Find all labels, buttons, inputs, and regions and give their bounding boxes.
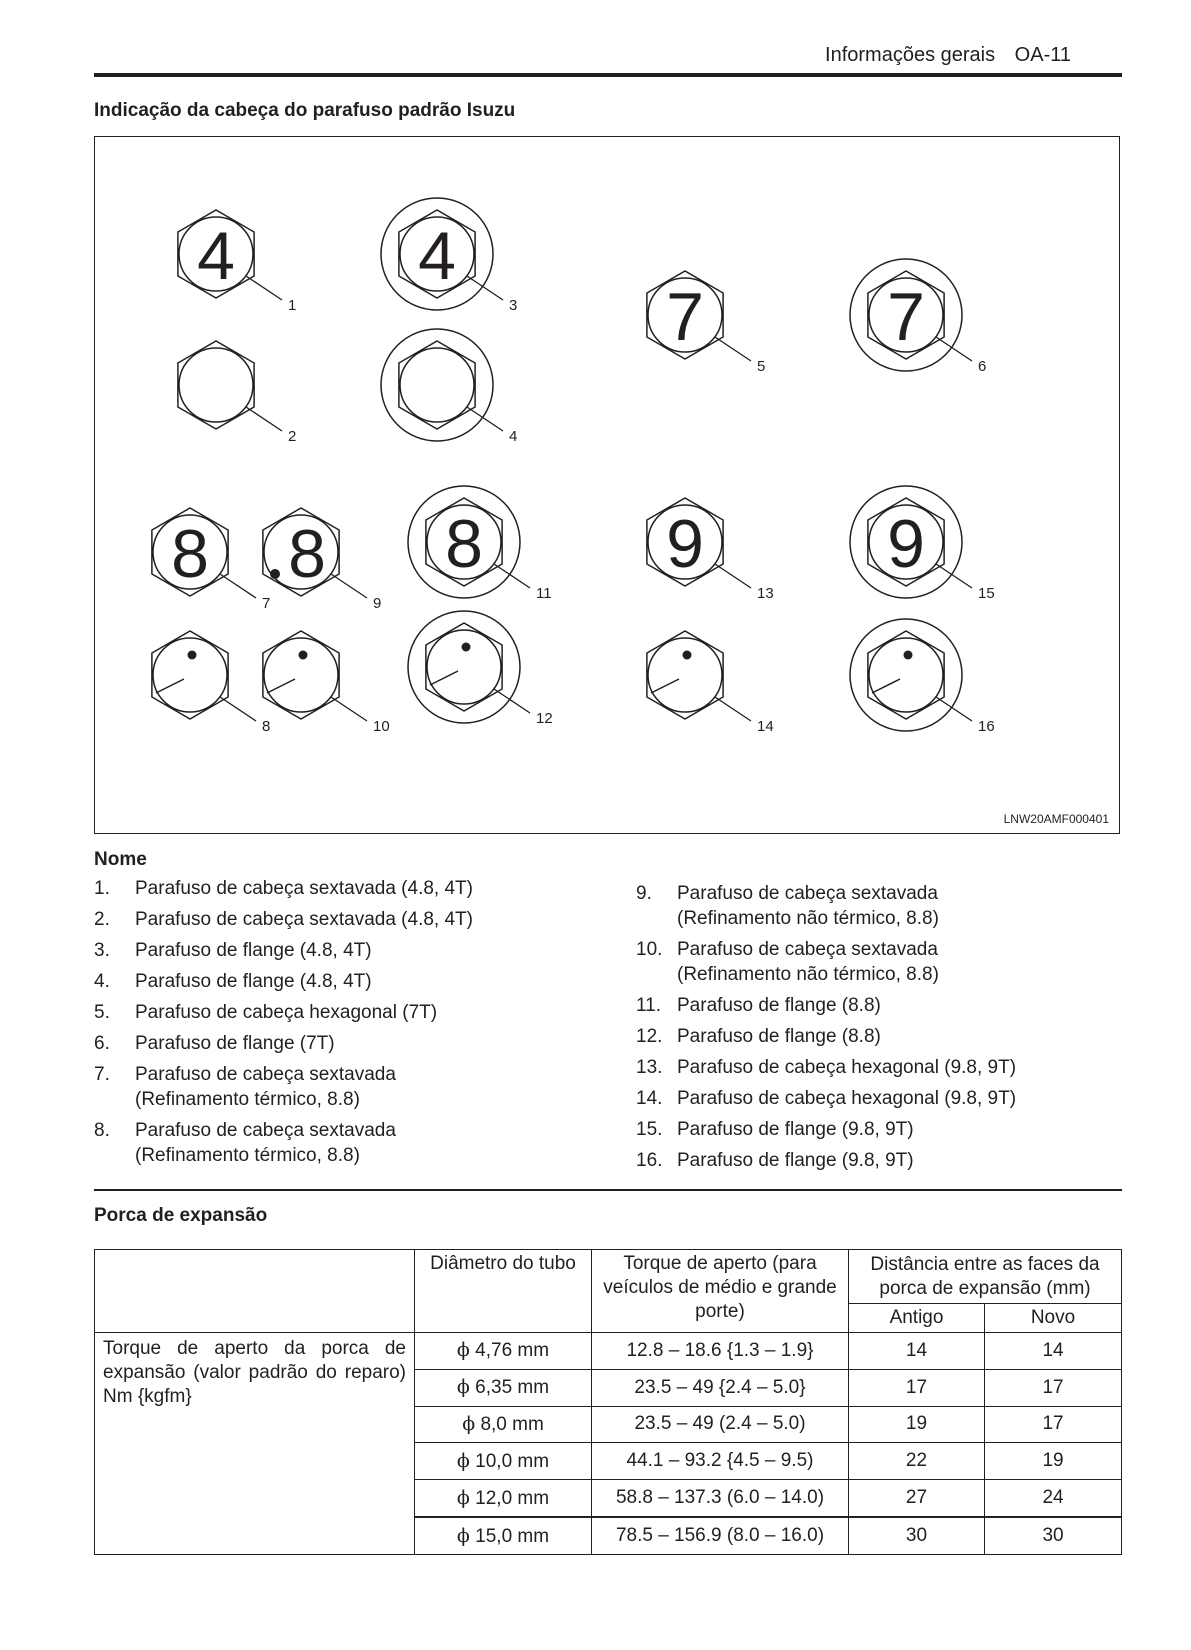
bolt-head-16 xyxy=(850,619,995,735)
bolt-head-5 xyxy=(647,271,765,375)
old-cell: 22 xyxy=(849,1443,985,1480)
callout-11: 11 xyxy=(536,585,552,602)
leader-line xyxy=(936,337,972,361)
hex-outline xyxy=(868,631,944,719)
marking-dot xyxy=(462,643,471,652)
new-cell: 19 xyxy=(985,1443,1122,1480)
callout-12: 12 xyxy=(536,710,553,727)
torque-cell: 58.8 – 137.3 (6.0 – 14.0) xyxy=(592,1480,849,1517)
callout-16: 16 xyxy=(978,718,995,735)
diameter-cell: ϕ 4,76 mm xyxy=(415,1333,592,1370)
list-item: 1. Parafuso de cabeça sextavada (4.8, 4T) xyxy=(94,878,473,899)
callout-15: 15 xyxy=(978,585,995,602)
figure-title: Indicação da cabeça do parafuso padrão Isuzu xyxy=(94,100,516,121)
callout-9: 9 xyxy=(373,595,382,612)
hex-outline xyxy=(647,631,723,719)
callout-3: 3 xyxy=(509,297,518,314)
figure-code: LNW20AMF000401 xyxy=(1003,812,1109,826)
list-item: 4. Parafuso de flange (4.8, 4T) xyxy=(94,971,372,992)
leader-line xyxy=(246,276,282,300)
list-item: 14. Parafuso de cabeça hexagonal (9.8, 9T) xyxy=(636,1088,1017,1109)
leader-line xyxy=(715,697,751,721)
new-cell: 17 xyxy=(985,1406,1122,1443)
marking-dot xyxy=(270,569,280,579)
old-cell: 17 xyxy=(849,1369,985,1406)
callout-10: 10 xyxy=(373,718,390,735)
marking-dot xyxy=(299,651,308,660)
head-marking: 7 xyxy=(887,279,925,355)
table-corner-cell xyxy=(95,1250,415,1333)
section-name: Informações gerais xyxy=(825,44,996,66)
leader-line xyxy=(220,697,256,721)
leader-line xyxy=(246,407,282,431)
callout-1: 1 xyxy=(288,297,297,314)
bolt-head-12 xyxy=(408,611,553,727)
header-torque: Torque de aperto (para veículos de médio e grande porte) xyxy=(592,1250,849,1333)
hex-outline xyxy=(152,631,228,719)
old-cell: 27 xyxy=(849,1480,985,1517)
callout-2: 2 xyxy=(288,428,297,445)
diameter-cell: ϕ 12,0 mm xyxy=(415,1480,592,1517)
list-item: 2. Parafuso de cabeça sextavada (4.8, 4T) xyxy=(94,909,473,930)
flange-outline xyxy=(381,329,493,441)
names-list-left xyxy=(94,876,564,1174)
marking-line xyxy=(651,679,679,693)
bolt-illustration xyxy=(95,137,1118,832)
bolt-head-2 xyxy=(178,341,296,445)
diameter-cell: ϕ 10,0 mm xyxy=(415,1443,592,1480)
marking-line xyxy=(267,679,295,693)
callout-8: 8 xyxy=(262,718,271,735)
head-marking: 4 xyxy=(197,218,235,294)
leader-line xyxy=(331,697,367,721)
list-item: 3. Parafuso de flange (4.8, 4T) xyxy=(94,940,372,961)
head-marking: 7 xyxy=(666,279,704,355)
head-circle xyxy=(400,348,474,422)
leader-line xyxy=(331,574,367,598)
marking-line xyxy=(430,671,458,685)
head-circle xyxy=(427,630,501,704)
header-old: Antigo xyxy=(849,1304,985,1333)
list-item: 6. Parafuso de flange (7T) xyxy=(94,1033,335,1054)
old-cell: 14 xyxy=(849,1333,985,1370)
head-marking: 4 xyxy=(418,218,456,294)
old-cell: 19 xyxy=(849,1406,985,1443)
head-circle xyxy=(153,638,227,712)
head-circle xyxy=(264,638,338,712)
list-item: 5. Parafuso de cabeça hexagonal (7T) xyxy=(94,1002,438,1023)
bolt-head-7 xyxy=(152,508,270,612)
bolt-head-9 xyxy=(263,508,381,612)
leader-line xyxy=(467,276,503,300)
list-item: 13. Parafuso de cabeça hexagonal (9.8, 9T) xyxy=(636,1057,1017,1078)
hex-outline xyxy=(263,631,339,719)
leader-line xyxy=(715,337,751,361)
callout-7: 7 xyxy=(262,595,271,612)
callout-5: 5 xyxy=(757,358,766,375)
flange-outline xyxy=(850,619,962,731)
old-cell: 30 xyxy=(849,1517,985,1554)
diameter-cell: ϕ 8,0 mm xyxy=(415,1406,592,1443)
leader-line xyxy=(936,564,972,588)
marking-dot xyxy=(904,651,913,660)
torque-cell: 78.5 – 156.9 (8.0 – 16.0) xyxy=(592,1517,849,1554)
leader-line xyxy=(715,564,751,588)
names-list-right xyxy=(636,881,1116,1179)
bolt-figure xyxy=(94,136,1120,834)
leader-line xyxy=(220,574,256,598)
list-item: 9. Parafuso de cabeça sextavada (Refinamento não térmico, 8.8) xyxy=(636,883,939,929)
new-cell: 14 xyxy=(985,1333,1122,1370)
new-cell: 24 xyxy=(985,1480,1122,1517)
expansion-title: Porca de expansão xyxy=(94,1205,268,1226)
callout-13: 13 xyxy=(757,585,774,602)
callout-6: 6 xyxy=(978,358,987,375)
head-marking: 8 xyxy=(171,516,209,592)
torque-cell: 23.5 – 49 {2.4 – 5.0} xyxy=(592,1369,849,1406)
head-marking: 8 xyxy=(288,516,326,592)
head-circle xyxy=(869,638,943,712)
leader-line xyxy=(936,697,972,721)
list-item: 10. Parafuso de cabeça sextavada (Refinamento não térmico, 8.8) xyxy=(636,939,939,985)
callout-14: 14 xyxy=(757,718,774,735)
header-rule xyxy=(94,73,1122,77)
head-circle xyxy=(648,638,722,712)
page-number: OA-11 xyxy=(1014,44,1071,66)
hex-outline xyxy=(426,623,502,711)
torque-cell: 23.5 – 49 (2.4 – 5.0) xyxy=(592,1406,849,1443)
bolt-head-8 xyxy=(152,631,270,735)
marking-line xyxy=(156,679,184,693)
list-item: 12. Parafuso de flange (8.8) xyxy=(636,1026,881,1047)
header-diameter: Diâmetro do tubo xyxy=(415,1250,592,1333)
page-header xyxy=(811,44,1071,67)
flange-outline xyxy=(408,611,520,723)
leader-line xyxy=(467,407,503,431)
bolt-head-11 xyxy=(408,486,552,602)
diameter-cell: ϕ 15,0 mm xyxy=(415,1517,592,1554)
bolt-head-3 xyxy=(381,198,517,314)
bolt-head-4 xyxy=(381,329,517,445)
list-item: 16. Parafuso de flange (9.8, 9T) xyxy=(636,1150,914,1171)
torque-cell: 12.8 – 18.6 {1.3 – 1.9} xyxy=(592,1333,849,1370)
bolt-head-6 xyxy=(850,259,986,375)
header-distance: Distância entre as faces da porca de expansão (mm) xyxy=(849,1250,1122,1304)
list-item: 7. Parafuso de cabeça sextavada (Refinamento térmico, 8.8) xyxy=(94,1064,396,1110)
names-title: Nome xyxy=(94,849,147,870)
head-marking: 9 xyxy=(666,506,704,582)
hex-outline xyxy=(178,341,254,429)
head-marking: 8 xyxy=(445,506,483,582)
list-item: 15. Parafuso de flange (9.8, 9T) xyxy=(636,1119,914,1140)
new-cell: 30 xyxy=(985,1517,1122,1554)
bolt-head-13 xyxy=(647,498,774,602)
marking-dot xyxy=(683,651,692,660)
list-item: 8. Parafuso de cabeça sextavada (Refinamento térmico, 8.8) xyxy=(94,1120,396,1166)
bolt-head-10 xyxy=(263,631,390,735)
row-label: Torque de aperto da porca de expansão (valor padrão do reparo) Nm {kgfm} xyxy=(95,1333,415,1555)
leader-line xyxy=(494,689,530,713)
leader-line xyxy=(494,564,530,588)
bolt-head-14 xyxy=(647,631,774,735)
list-item: 11. Parafuso de flange (8.8) xyxy=(636,995,881,1016)
head-marking: 9 xyxy=(887,506,925,582)
diameter-cell: ϕ 6,35 mm xyxy=(415,1369,592,1406)
bolt-head-15 xyxy=(850,486,995,602)
callout-4: 4 xyxy=(509,428,518,445)
marking-line xyxy=(872,679,900,693)
expansion-nut-table xyxy=(94,1249,1122,1555)
table-row xyxy=(95,1333,1122,1370)
new-cell: 17 xyxy=(985,1369,1122,1406)
section-divider xyxy=(94,1189,1122,1191)
header-new: Novo xyxy=(985,1304,1122,1333)
hex-outline xyxy=(399,341,475,429)
marking-dot xyxy=(188,651,197,660)
torque-cell: 44.1 – 93.2 {4.5 – 9.5) xyxy=(592,1443,849,1480)
head-circle xyxy=(179,348,253,422)
bolt-head-1 xyxy=(178,210,296,314)
